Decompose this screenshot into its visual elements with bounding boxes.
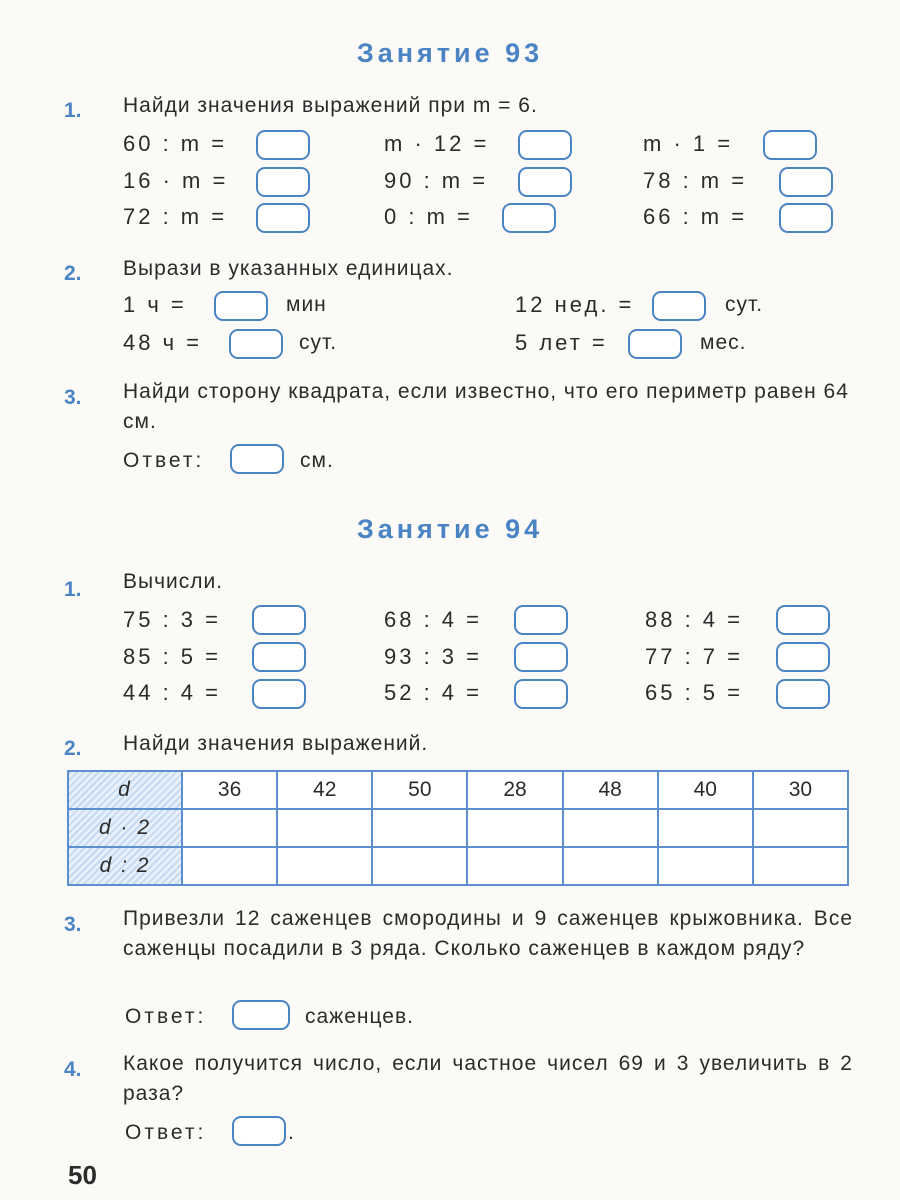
task-number: 1. xyxy=(64,99,82,122)
answer-box[interactable] xyxy=(518,167,572,197)
table-row xyxy=(68,847,848,885)
table-answer-cell[interactable] xyxy=(563,809,658,847)
task-text: Найди значения выражений при m = 6. xyxy=(123,94,538,117)
answer-unit: см. xyxy=(300,449,334,472)
task-number: 4. xyxy=(64,1058,82,1081)
expression: 90 : m = xyxy=(384,168,489,193)
expression: 52 : 4 = xyxy=(384,680,483,705)
answer-box[interactable] xyxy=(652,291,706,321)
page-number: 50 xyxy=(68,1160,97,1190)
task-text: Вычисли. xyxy=(123,570,224,593)
table-answer-cell[interactable] xyxy=(467,847,562,885)
table-answer-cell[interactable] xyxy=(182,809,277,847)
unit-label: сут. xyxy=(299,331,338,354)
unit-label: мес. xyxy=(700,331,747,354)
answer-box[interactable] xyxy=(763,130,817,160)
answer-box[interactable] xyxy=(214,291,268,321)
values-table xyxy=(67,770,849,886)
expression: 75 : 3 = xyxy=(123,607,222,632)
answer-box[interactable] xyxy=(256,130,310,160)
expression: 65 : 5 = xyxy=(645,680,744,705)
expression: 85 : 5 = xyxy=(123,644,222,669)
answer-box[interactable] xyxy=(252,679,306,709)
expression: 78 : m = xyxy=(643,168,748,193)
answer-box[interactable] xyxy=(776,605,830,635)
unit-label: мин xyxy=(286,293,327,316)
answer-box[interactable] xyxy=(518,130,572,160)
task-text: Привезли 12 саженцев смородины и 9 саженцев крыжовника. Все саженцы посадили в 3 ряда. Сколько саженцев в каждом ряду? xyxy=(123,907,853,960)
table-cell: 42 xyxy=(277,771,372,809)
expression: 0 : m = xyxy=(384,204,473,229)
answer-label: Ответ: xyxy=(125,1121,207,1144)
answer-label: Ответ: xyxy=(123,449,205,472)
expression: 72 : m = xyxy=(123,204,228,229)
expression: m · 1 = xyxy=(643,131,734,156)
table-cell: 40 xyxy=(658,771,753,809)
task-text: Какое получится число, если частное чисел 69 и 3 увеличить в 2 раза? xyxy=(123,1052,853,1105)
answer-box[interactable] xyxy=(256,167,310,197)
answer-box[interactable] xyxy=(776,642,830,672)
task-number: 2. xyxy=(64,262,82,285)
answer-box[interactable] xyxy=(232,1116,286,1146)
table-answer-cell[interactable] xyxy=(372,809,467,847)
task-text: Найди значения выражений. xyxy=(123,732,429,755)
table-cell: 48 xyxy=(563,771,658,809)
lesson-94-title: Занятие 94 xyxy=(356,514,544,544)
unit-expression: 5 лет = xyxy=(515,330,608,355)
task-number: 2. xyxy=(64,737,82,760)
expression: 44 : 4 = xyxy=(123,680,222,705)
answer-box[interactable] xyxy=(252,642,306,672)
table-answer-cell[interactable] xyxy=(658,847,753,885)
task-text: Найди сторону квадрата, если известно, что его периметр равен 64 см. xyxy=(123,380,849,433)
table-answer-cell[interactable] xyxy=(658,809,753,847)
task-number: 3. xyxy=(64,386,82,409)
unit-expression: 12 нед. = xyxy=(515,292,635,317)
answer-box[interactable] xyxy=(776,679,830,709)
table-header-cell: d xyxy=(68,771,182,809)
table-answer-cell[interactable] xyxy=(753,847,848,885)
task-number: 1. xyxy=(64,578,82,601)
answer-box[interactable] xyxy=(779,167,833,197)
table-header-cell: d · 2 xyxy=(68,809,182,847)
table-answer-cell[interactable] xyxy=(277,847,372,885)
answer-box[interactable] xyxy=(514,605,568,635)
answer-unit: . xyxy=(288,1121,295,1144)
answer-box[interactable] xyxy=(514,679,568,709)
table-row xyxy=(68,771,848,809)
expression: 93 : 3 = xyxy=(384,644,483,669)
answer-box[interactable] xyxy=(514,642,568,672)
table-header-cell: d : 2 xyxy=(68,847,182,885)
answer-label: Ответ: xyxy=(125,1005,207,1028)
table-cell: 36 xyxy=(182,771,277,809)
unit-expression: 1 ч = xyxy=(123,292,187,317)
answer-box[interactable] xyxy=(779,203,833,233)
task-number: 3. xyxy=(64,913,82,936)
table-answer-cell[interactable] xyxy=(753,809,848,847)
table-answer-cell[interactable] xyxy=(182,847,277,885)
table-answer-cell[interactable] xyxy=(563,847,658,885)
expression: 68 : 4 = xyxy=(384,607,483,632)
answer-box[interactable] xyxy=(628,329,682,359)
answer-box[interactable] xyxy=(229,329,283,359)
table-answer-cell[interactable] xyxy=(372,847,467,885)
answer-unit: саженцев. xyxy=(305,1005,414,1028)
answer-box[interactable] xyxy=(502,203,556,233)
answer-box[interactable] xyxy=(252,605,306,635)
answer-box[interactable] xyxy=(230,444,284,474)
expression: 77 : 7 = xyxy=(645,644,744,669)
table-cell: 50 xyxy=(372,771,467,809)
task-text: Вырази в указанных единицах. xyxy=(123,257,454,280)
expression: 60 : m = xyxy=(123,131,228,156)
unit-label: сут. xyxy=(725,293,764,316)
lesson-93-title: Занятие 93 xyxy=(356,38,544,68)
expression: 88 : 4 = xyxy=(645,607,744,632)
expression: 66 : m = xyxy=(643,204,748,229)
table-answer-cell[interactable] xyxy=(277,809,372,847)
table-answer-cell[interactable] xyxy=(467,809,562,847)
unit-expression: 48 ч = xyxy=(123,330,203,355)
table-row xyxy=(68,809,848,847)
table-cell: 28 xyxy=(467,771,562,809)
answer-box[interactable] xyxy=(256,203,310,233)
answer-box[interactable] xyxy=(232,1000,290,1030)
expression: 16 · m = xyxy=(123,168,229,193)
table-cell: 30 xyxy=(753,771,848,809)
expression: m · 12 = xyxy=(384,131,490,156)
